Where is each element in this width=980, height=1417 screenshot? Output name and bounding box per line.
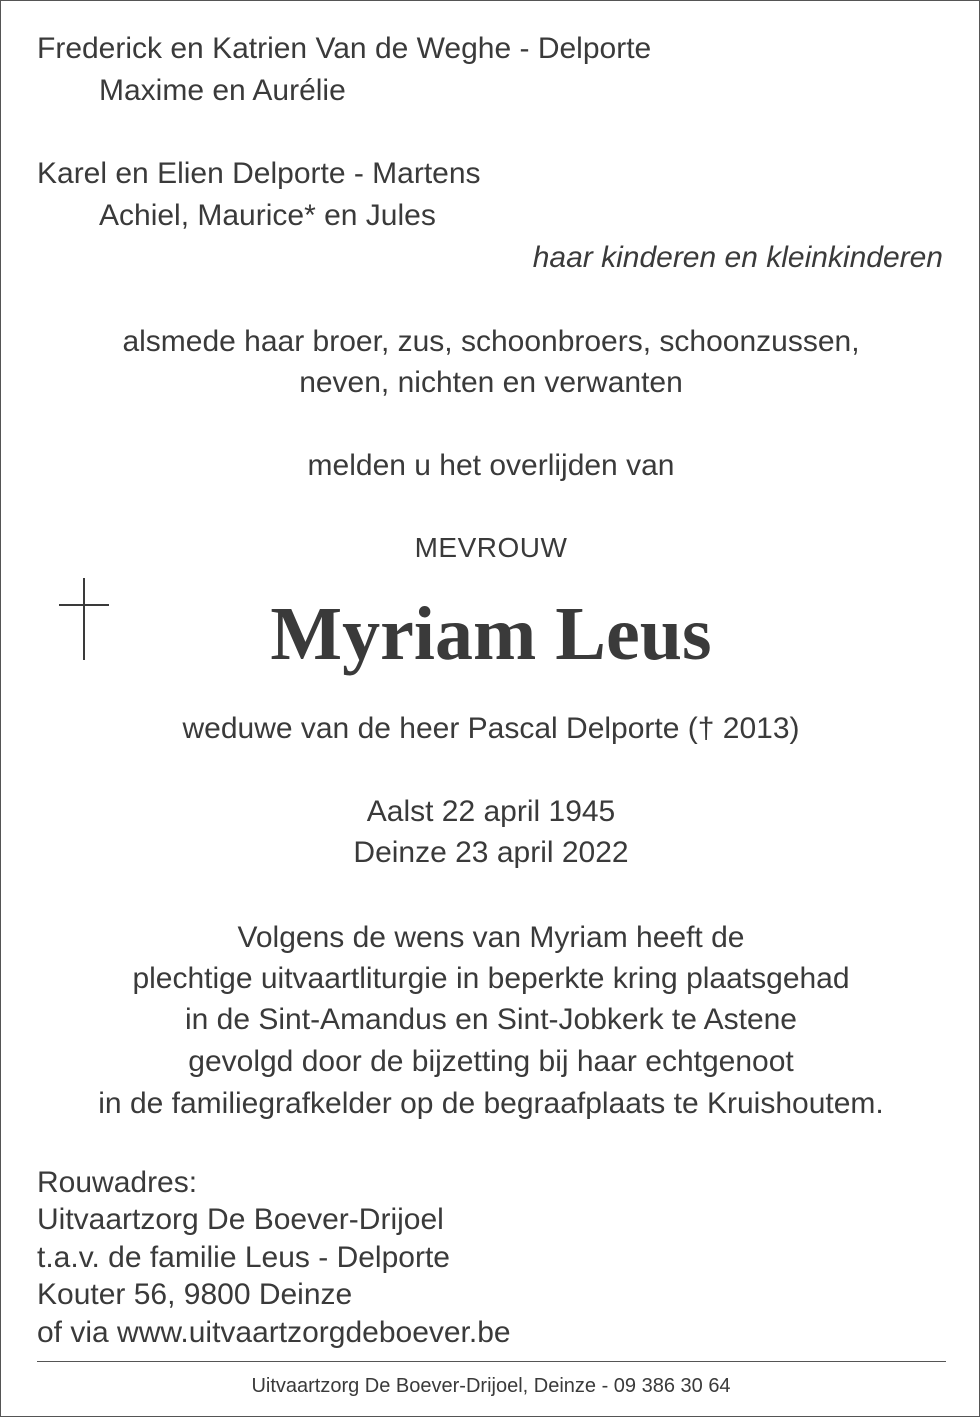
funeral-line-1: Volgens de wens van Myriam heeft de — [237, 921, 745, 954]
family-group1-children: Maxime en Aurélie — [99, 74, 346, 107]
address-line-1: Uitvaartzorg De Boever-Drijoel — [37, 1203, 444, 1236]
funeral-line-5: in de familiegrafkelder op de begraafplaats te Kruishoutem. — [98, 1087, 884, 1120]
relatives-line-1: alsmede haar broer, zus, schoonbroers, schoonzussen, — [122, 325, 860, 358]
announcement: melden u het overlijden van — [307, 449, 675, 482]
footer-divider — [37, 1361, 946, 1362]
funeral-line-3: in de Sint-Amandus en Sint-Jobkerk te Astene — [184, 1003, 797, 1036]
deceased-prefix: MEVROUW — [414, 532, 568, 563]
widow-of: weduwe van de heer Pascal Delporte († 2013) — [182, 712, 800, 745]
address-line-4: of via www.uitvaartzorgdeboever.be — [37, 1316, 511, 1349]
address-line-2: t.a.v. de familie Leus - Delporte — [37, 1241, 450, 1274]
funeral-line-2: plechtige uitvaartliturgie in beperkte kring plaatsgehad — [132, 962, 850, 995]
family-group1-parents: Frederick en Katrien Van de Weghe - Delporte — [37, 32, 652, 65]
funeral-line-4: gevolgd door de bijzetting bij haar echtgenoot — [188, 1045, 794, 1078]
family-relation: haar kinderen en kleinkinderen — [532, 241, 943, 274]
family-group2-children: Achiel, Maurice* en Jules — [99, 199, 436, 232]
death-date: Deinze 23 april 2022 — [353, 836, 629, 869]
address-line-3: Kouter 56, 9800 Deinze — [37, 1278, 353, 1311]
address-heading: Rouwadres: — [37, 1166, 198, 1199]
birth-date: Aalst 22 april 1945 — [366, 795, 616, 828]
footer-text: Uitvaartzorg De Boever-Drijoel, Deinze - 09 386 30 64 — [251, 1375, 731, 1397]
relatives-line-2: neven, nichten en verwanten — [299, 366, 683, 399]
deceased-name: Myriam Leus — [270, 592, 712, 676]
family-group2-parents: Karel en Elien Delporte - Martens — [37, 157, 481, 190]
